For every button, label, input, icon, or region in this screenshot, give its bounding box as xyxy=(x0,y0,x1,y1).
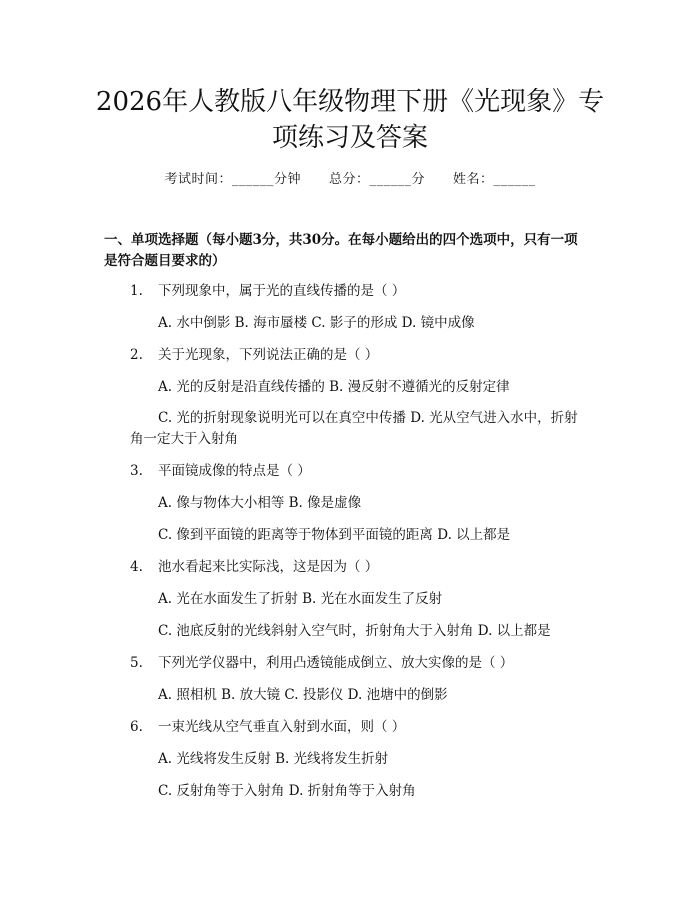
question-text: 平面镜成像的特点是（ ） xyxy=(158,463,311,479)
question-options: A. 光的反射是沿直线传播的 B. 漫反射不遵循光的反射定律 xyxy=(158,379,510,395)
question-options: A. 光线将发生反射 B. 光线将发生折射 xyxy=(158,751,389,767)
question-stem xyxy=(130,461,311,482)
question-stem xyxy=(130,281,405,302)
question-text: 下列现象中，属于光的直线传播的是（ ） xyxy=(158,283,406,299)
question-text: 池水看起来比实际浅，这是因为（ ） xyxy=(158,559,379,575)
question-options: A. 水中倒影 B. 海市蜃楼 C. 影子的形成 D. 镜中成像 xyxy=(158,315,475,331)
title-line-2: 项练习及答案 xyxy=(271,123,428,153)
exam-time-field: 考试时间：______分钟 xyxy=(164,172,301,187)
question-stem xyxy=(130,717,405,738)
question-text: 下列光学仪器中，利用凸透镜能成倒立、放大实像的是（ ） xyxy=(158,655,514,671)
question-text: 一束光线从空气垂直入射到水面，则（ ） xyxy=(158,719,406,735)
question-options: C. 光的折射现象说明光可以在真空中传播 D. 光从空气进入水中，折射 xyxy=(158,410,578,426)
question-stem xyxy=(130,557,378,578)
total-score-field: 总分：______分 xyxy=(328,172,425,187)
question-number: 1. xyxy=(130,283,143,299)
question-options-continued: 角一定大于入射角 xyxy=(130,431,238,447)
question-options: A. 照相机 B. 放大镜 C. 投影仪 D. 池塘中的倒影 xyxy=(158,687,448,703)
section-title-line-1: 一、单项选择题（每小题3分，共30分。在每小题给出的四个选项中，只有一项 xyxy=(104,232,578,248)
student-name-field: 姓名：______ xyxy=(453,172,536,187)
question-options: C. 反射角等于入射角 D. 折射角等于入射角 xyxy=(158,783,416,799)
question-number: 6. xyxy=(130,719,143,735)
section-title-line-2: 是符合题目要求的） xyxy=(104,253,226,269)
question-number: 5. xyxy=(130,655,143,671)
question-text: 关于光现象，下列说法正确的是（ ） xyxy=(158,347,379,363)
question-number: 2. xyxy=(130,347,143,363)
question-options: A. 光在水面发生了折射 B. 光在水面发生了反射 xyxy=(158,591,443,607)
question-stem xyxy=(130,345,378,366)
title-line-1: 2026年人教版八年级物理下册《光现象》专 xyxy=(95,87,605,117)
question-options: C. 池底反射的光线斜射入空气时，折射角大于入射角 D. 以上都是 xyxy=(158,623,551,639)
section-title xyxy=(104,230,614,272)
question-stem xyxy=(130,653,513,674)
page-title xyxy=(40,84,660,156)
question-options: A. 像与物体大小相等 B. 像是虚像 xyxy=(158,495,362,511)
question-number: 3. xyxy=(130,463,143,479)
question-options: C. 像到平面镜的距离等于物体到平面镜的距离 D. 以上都是 xyxy=(158,527,511,543)
question-number: 4. xyxy=(130,559,143,575)
exam-meta xyxy=(0,168,700,187)
